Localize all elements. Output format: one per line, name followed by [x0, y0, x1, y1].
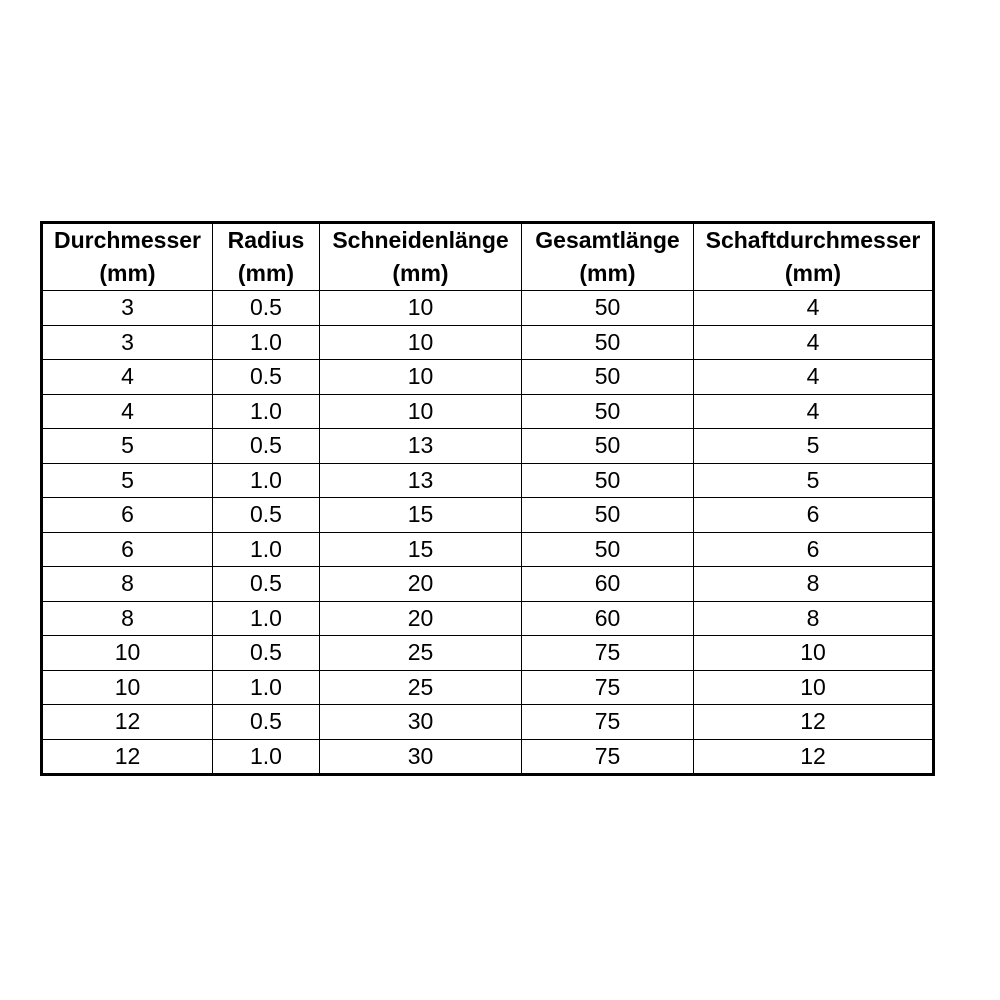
table-header	[42, 223, 934, 291]
cell-gesamtlaenge: 75	[522, 739, 694, 775]
header-unit: (mm)	[237, 260, 295, 286]
cell-schaftdurchmesser: 12	[694, 705, 934, 740]
cell-schneidenlaenge: 13	[320, 463, 522, 498]
table-row	[42, 670, 934, 705]
header-unit: (mm)	[99, 260, 156, 286]
header-unit: (mm)	[579, 260, 636, 286]
cell-schneidenlaenge: 15	[320, 498, 522, 533]
cell-radius: 1.0	[213, 394, 320, 429]
cell-durchmesser: 5	[42, 463, 213, 498]
cell-durchmesser: 6	[42, 498, 213, 533]
cell-durchmesser: 3	[42, 325, 213, 360]
cell-durchmesser: 8	[42, 601, 213, 636]
cell-gesamtlaenge: 50	[522, 498, 694, 533]
cell-schaftdurchmesser: 4	[694, 360, 934, 395]
cell-schneidenlaenge: 10	[320, 394, 522, 429]
cell-durchmesser: 10	[42, 636, 213, 671]
cell-schneidenlaenge: 13	[320, 429, 522, 464]
cell-schaftdurchmesser: 10	[694, 670, 934, 705]
cell-schneidenlaenge: 10	[320, 291, 522, 326]
table-row	[42, 325, 934, 360]
cell-gesamtlaenge: 50	[522, 429, 694, 464]
cell-schaftdurchmesser: 4	[694, 325, 934, 360]
header-unit: (mm)	[784, 260, 842, 286]
cell-schneidenlaenge: 15	[320, 532, 522, 567]
cell-radius: 0.5	[213, 567, 320, 602]
header-unit: (mm)	[392, 260, 449, 286]
header-radius	[213, 223, 320, 291]
table-row	[42, 498, 934, 533]
cell-radius: 1.0	[213, 670, 320, 705]
table-row	[42, 429, 934, 464]
table-row	[42, 601, 934, 636]
cell-radius: 1.0	[213, 532, 320, 567]
cell-durchmesser: 3	[42, 291, 213, 326]
cell-gesamtlaenge: 50	[522, 325, 694, 360]
cell-schneidenlaenge: 25	[320, 636, 522, 671]
header-schneidenlaenge	[320, 223, 522, 291]
table-row	[42, 739, 934, 775]
table-row	[42, 463, 934, 498]
cell-radius: 1.0	[213, 739, 320, 775]
cell-schaftdurchmesser: 5	[694, 429, 934, 464]
cell-gesamtlaenge: 75	[522, 636, 694, 671]
cell-durchmesser: 5	[42, 429, 213, 464]
cell-schaftdurchmesser: 4	[694, 394, 934, 429]
table-row	[42, 532, 934, 567]
cell-radius: 0.5	[213, 498, 320, 533]
cell-schneidenlaenge: 30	[320, 705, 522, 740]
cell-radius: 1.0	[213, 601, 320, 636]
cell-schaftdurchmesser: 6	[694, 532, 934, 567]
header-label: Durchmesser	[53, 227, 202, 253]
table-row	[42, 705, 934, 740]
cell-durchmesser: 12	[42, 705, 213, 740]
cell-durchmesser: 10	[42, 670, 213, 705]
cell-gesamtlaenge: 75	[522, 705, 694, 740]
cell-schaftdurchmesser: 8	[694, 567, 934, 602]
header-label: Schneidenlänge	[332, 227, 509, 253]
cell-gesamtlaenge: 50	[522, 291, 694, 326]
cell-radius: 0.5	[213, 291, 320, 326]
cell-gesamtlaenge: 50	[522, 532, 694, 567]
cell-gesamtlaenge: 50	[522, 394, 694, 429]
table-row	[42, 360, 934, 395]
header-label: Gesamtlänge	[535, 227, 680, 253]
header-durchmesser	[42, 223, 213, 291]
header-row	[42, 223, 934, 291]
cell-schneidenlaenge: 20	[320, 601, 522, 636]
table-row	[42, 636, 934, 671]
spec-table	[40, 221, 935, 776]
cell-gesamtlaenge: 60	[522, 567, 694, 602]
cell-schneidenlaenge: 30	[320, 739, 522, 775]
cell-durchmesser: 6	[42, 532, 213, 567]
cell-schaftdurchmesser: 8	[694, 601, 934, 636]
cell-schneidenlaenge: 20	[320, 567, 522, 602]
cell-gesamtlaenge: 50	[522, 463, 694, 498]
cell-schneidenlaenge: 25	[320, 670, 522, 705]
cell-gesamtlaenge: 50	[522, 360, 694, 395]
header-label: Schaftdurchmesser	[705, 227, 921, 253]
cell-schaftdurchmesser: 10	[694, 636, 934, 671]
cell-radius: 0.5	[213, 705, 320, 740]
cell-schaftdurchmesser: 5	[694, 463, 934, 498]
cell-gesamtlaenge: 60	[522, 601, 694, 636]
cell-radius: 0.5	[213, 429, 320, 464]
cell-durchmesser: 4	[42, 394, 213, 429]
cell-schaftdurchmesser: 12	[694, 739, 934, 775]
cell-gesamtlaenge: 75	[522, 670, 694, 705]
header-gesamtlaenge	[522, 223, 694, 291]
cell-schaftdurchmesser: 4	[694, 291, 934, 326]
table-row	[42, 567, 934, 602]
cell-radius: 0.5	[213, 636, 320, 671]
cell-radius: 1.0	[213, 463, 320, 498]
cell-durchmesser: 4	[42, 360, 213, 395]
cell-durchmesser: 12	[42, 739, 213, 775]
table-row	[42, 394, 934, 429]
cell-schneidenlaenge: 10	[320, 360, 522, 395]
cell-schneidenlaenge: 10	[320, 325, 522, 360]
header-schaftdurchmesser	[694, 223, 934, 291]
cell-radius: 0.5	[213, 360, 320, 395]
cell-durchmesser: 8	[42, 567, 213, 602]
cell-schaftdurchmesser: 6	[694, 498, 934, 533]
cell-radius: 1.0	[213, 325, 320, 360]
table-row	[42, 291, 934, 326]
header-label: Radius	[227, 227, 305, 253]
table-body	[42, 291, 934, 775]
